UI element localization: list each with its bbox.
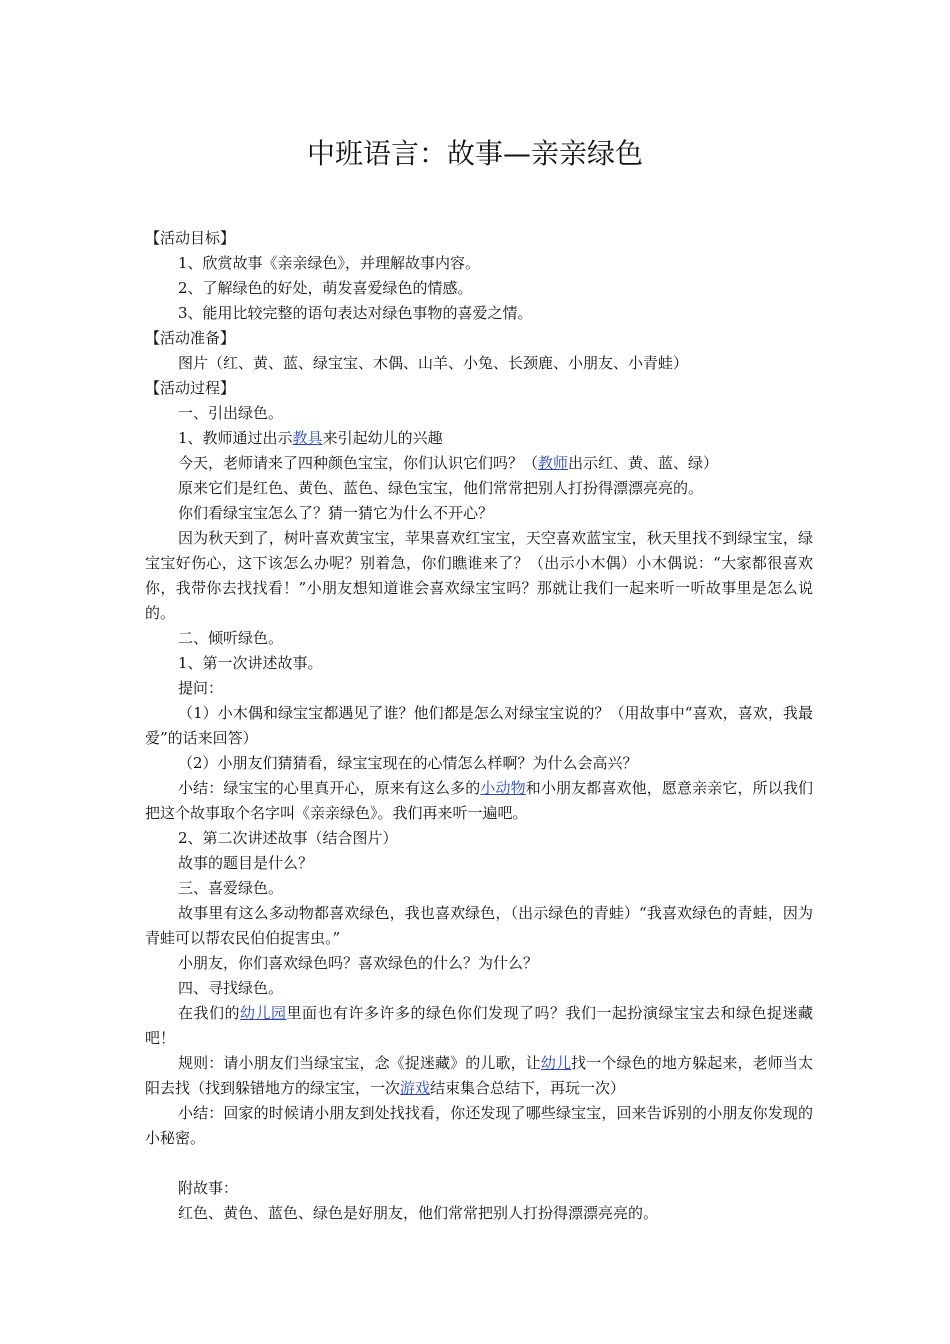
page-title: 中班语言：故事—亲亲绿色 — [306, 137, 643, 170]
section-heading-goals: 【活动目标】 — [145, 229, 236, 247]
blank-line — [145, 1151, 813, 1176]
paragraph — [145, 1001, 813, 1051]
text: 规则：请小朋友们当绿宝宝，念《捉迷藏》的儿歌，让 — [178, 1054, 541, 1072]
paragraph: 2、第二次讲述故事（结合图片） — [178, 829, 398, 847]
link-game[interactable]: 游戏 — [400, 1079, 431, 1097]
text: 结束集合总结下，再玩一次） — [430, 1079, 626, 1097]
paragraph — [145, 451, 813, 476]
paragraph: 3、能用比较完整的语句表达对绿色事物的喜爱之情。 — [178, 304, 533, 322]
section-heading-process: 【活动过程】 — [145, 379, 236, 397]
paragraph: 图片（红、黄、蓝、绿宝宝、木偶、山羊、小兔、长颈鹿、小朋友、小青蛙） — [178, 354, 689, 372]
paragraph: 一、引出绿色。 — [178, 404, 284, 422]
paragraph: 提问： — [178, 679, 224, 697]
text: 在我们的 — [178, 1004, 240, 1022]
paragraph: 红色、黄色、蓝色、绿色是好朋友，他们常常把别人打扮得漂漂亮亮的。 — [178, 1204, 659, 1222]
text: 来引起幼儿的兴趣 — [322, 429, 443, 447]
paragraph — [145, 1051, 813, 1101]
paragraph: 三、喜爱绿色。 — [178, 879, 284, 897]
paragraph: 你们看绿宝宝怎么了？猜一猜它为什么不开心？ — [178, 504, 494, 522]
paragraph: 二、倾听绿色。 — [178, 629, 284, 647]
paragraph: 故事里有这么多动物都喜欢绿色，我也喜欢绿色，（出示绿色的青蛙）“我喜欢绿色的青蛙，因为青蛙可以帮农民伯伯捉害虫。” — [145, 904, 813, 947]
paragraph — [145, 776, 813, 826]
text: 和小朋友都喜欢他，愿意亲亲它，所以我们把这个故事取个名字叫《亲亲绿色》。我们再来听一遍吧。 — [145, 779, 813, 822]
paragraph: 四、寻找绿色。 — [178, 979, 284, 997]
paragraph: 原来它们是红色、黄色、蓝色、绿色宝宝，他们常常把别人打扮得漂漂亮亮的。 — [178, 479, 704, 497]
section-heading-preparation: 【活动准备】 — [145, 329, 236, 347]
paragraph: 小朋友，你们喜欢绿色吗？喜欢绿色的什么？为什么？ — [178, 954, 539, 972]
paragraph: 故事的题目是什么？ — [178, 854, 314, 872]
text: 找一个绿色的地方躲起来，老师当太阳去找（找到躲错地方的绿宝宝，一次 — [145, 1054, 813, 1097]
paragraph: 2、了解绿色的好处，萌发喜爱绿色的情感。 — [178, 279, 473, 297]
document-body — [145, 226, 813, 1226]
text: 里面也有许多许多的绿色你们发现了吗？我们一起扮演绿宝宝去和绿色捉迷藏吧！ — [145, 1004, 813, 1047]
paragraph — [145, 426, 813, 451]
link-teaching-aids[interactable]: 教具 — [292, 429, 323, 447]
text: 今天，老师请来了四种颜色宝宝，你们认识它们吗？（ — [178, 454, 539, 472]
paragraph: 小结：回家的时候请小朋友到处找找看，你还发现了哪些绿宝宝，回来告诉别的小朋友你发现的小秘密。 — [145, 1104, 813, 1147]
paragraph: 附故事： — [178, 1179, 239, 1197]
link-kindergarten[interactable]: 幼儿园 — [240, 1004, 287, 1022]
paragraph: 1、欣赏故事《亲亲绿色》，并理解故事内容。 — [178, 254, 481, 272]
link-children[interactable]: 幼儿 — [540, 1054, 572, 1072]
paragraph: （2）小朋友们猜猜看，绿宝宝现在的心情怎么样啊？为什么会高兴？ — [178, 754, 638, 772]
paragraph: （1）小木偶和绿宝宝都遇见了谁？他们都是怎么对绿宝宝说的？（用故事中“喜欢，喜欢，我最爱”的话来回答） — [145, 704, 813, 747]
link-small-animals[interactable]: 小动物 — [480, 779, 526, 797]
paragraph: 1、第一次讲述故事。 — [178, 654, 323, 672]
paragraph: 因为秋天到了，树叶喜欢黄宝宝，苹果喜欢红宝宝，天空喜欢蓝宝宝，秋天里找不到绿宝宝，绿宝宝好伤心，这下该怎么办呢？别着急，你们瞧谁来了？（出示小木偶）小木偶说：“大家都很喜欢你，我带你去找找看！”小朋友想知道谁会喜欢绿宝宝吗？那就让我们一起来听一听故事里是怎么说的。 — [145, 529, 813, 622]
text: 小结：绿宝宝的心里真开心，原来有这么多的 — [178, 779, 481, 797]
text: 出示红、黄、蓝、绿） — [568, 454, 719, 472]
link-teacher[interactable]: 教师 — [538, 454, 569, 472]
text: 1、教师通过出示 — [178, 429, 293, 447]
